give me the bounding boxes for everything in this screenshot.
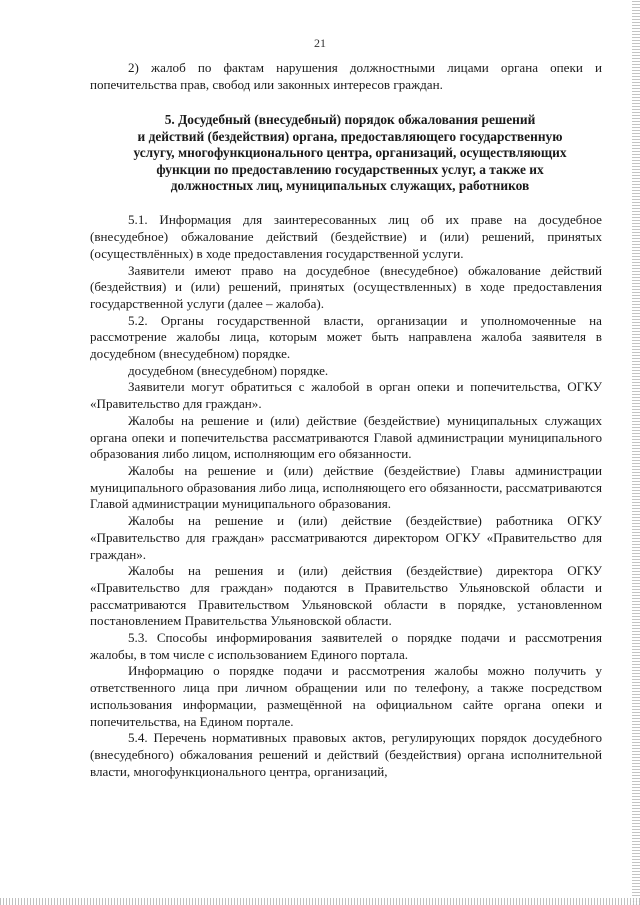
section-heading — [90, 112, 602, 194]
heading-line: и действий (бездействия) органа, предоставляющего государственную — [137, 128, 563, 144]
paragraph-ogku-director: Жалобы на решения и (или) действия (бездействие) директора ОГКУ «Правительство для граждан» подаются в Правительство Ульяновской области и рассматриваются Правительством Ульяновской области в порядке, установленном постановлением Правительства Ульяновской области. — [90, 563, 602, 629]
paragraph-complaint-recipients: Заявители могут обратиться с жалобой в орган опеки и попечительства, ОГКУ «Правительство для граждан». — [90, 379, 602, 412]
paragraph-head-of-administration: Жалобы на решение и (или) действие (бездействие) Главы администрации муниципального образования либо лица, исполняющего его обязанности, рассматриваются Главой администрации муниципального образования. — [90, 462, 602, 512]
paragraph-repeated-line: досудебном (внесудебном) порядке. — [128, 362, 329, 378]
paragraph-5-4: 5.4. Перечень нормативных правовых актов, регулирующих порядок досудебного (внесудебного) обжалования решений и действий (бездействия) органа исполнительной власти, многофункционального центра, организаций, — [90, 730, 602, 779]
heading-line: должностных лиц, муниципальных служащих, работников — [170, 178, 530, 194]
heading-line: функции по предоставлению государственных услуг, а также их — [156, 161, 544, 177]
paragraph-5-2: 5.2. Органы государственной власти, организации и уполномоченные на рассмотрение жалобы лица, которым может быть направлена жалоба заявителя в досудебном (внесудебном) порядке. — [90, 312, 602, 362]
paragraph-applicants-rights: Заявители имеют право на досудебное (внесудебное) обжалование действий (бездействия) и (или) решений, принятых (осуществленных) в ходе предоставления государственной услуги (далее – жалоба). — [90, 262, 602, 311]
document-body — [90, 60, 602, 780]
heading-line: услугу, многофункционального центра, организаций, осуществляющих — [133, 145, 567, 161]
intro-paragraph: 2) жалоб по фактам нарушения должностными лицами органа опеки и попечительства прав, свобод или законных интересов граждан. — [90, 60, 602, 92]
heading-line: 5. Досудебный (внесудебный) порядок обжалования решений — [164, 112, 536, 128]
paragraph-ogku-employee: Жалобы на решение и (или) действие (бездействие) работника ОГКУ «Правительство для граждан» рассматриваются директором ОГКУ «Правительство для граждан». — [90, 513, 602, 562]
paragraph-5-1: 5.1. Информация для заинтересованных лиц об их праве на досудебное (внесудебное) обжалование действий (бездействие) и (или) решений, принятых (осуществлённых) в ходе предоставления государственной услуги. — [90, 212, 602, 261]
paragraph-5-3: 5.3. Способы информирования заявителей о порядке подачи и рассмотрения жалобы, в том числе с использованием Единого портала. — [90, 630, 602, 662]
scan-edge-right — [632, 0, 640, 905]
scan-edge-bottom — [0, 898, 640, 905]
paragraph-municipal-employees: Жалобы на решение и (или) действие (бездействие) муниципальных служащих органа опеки и попечительства рассматриваются Главой администрации муниципального образования либо лицом, исполняющим его обязанности. — [90, 412, 602, 462]
paragraph-information-sources: Информацию о порядке подачи и рассмотрения жалобы можно получить у ответственного лица при личном обращении или по телефону, а также посредством использования информации, размещённой на официальном сайте органа опеки и попечительства, на Едином портале. — [90, 663, 602, 729]
page-number: 21 — [314, 36, 326, 50]
